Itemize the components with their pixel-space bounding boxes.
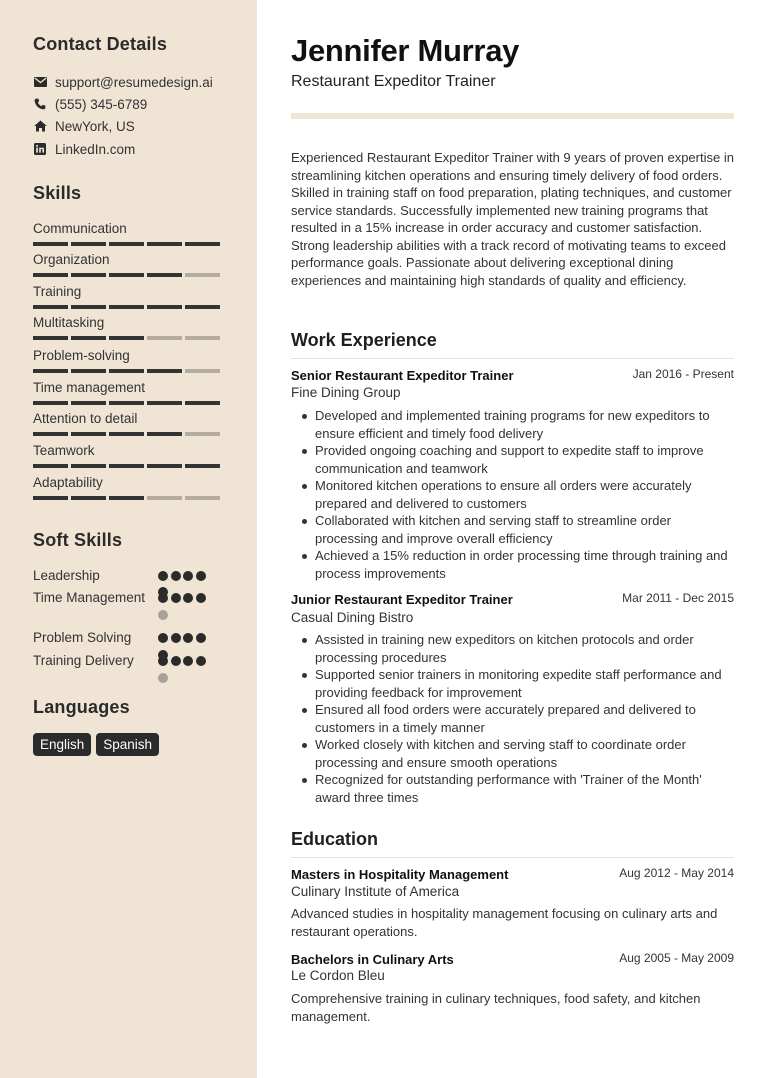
rating-dot bbox=[158, 571, 168, 581]
skill-level-segment bbox=[185, 336, 220, 340]
rating-dot bbox=[158, 587, 168, 597]
skill-item bbox=[33, 283, 223, 309]
skill-level-segment bbox=[185, 369, 220, 373]
sidebar bbox=[0, 0, 257, 1078]
header-divider bbox=[291, 113, 734, 119]
skill-level-segment bbox=[109, 432, 144, 436]
degree-title: Masters in Hospitality Management bbox=[291, 867, 509, 882]
job-bullets bbox=[291, 631, 734, 806]
skill-level-segment bbox=[185, 273, 220, 277]
soft-skill-item bbox=[33, 589, 223, 606]
phone-icon bbox=[33, 97, 47, 111]
rating-dot bbox=[171, 593, 181, 603]
job-title: Junior Restaurant Expeditor Trainer bbox=[291, 592, 513, 607]
bullet-item: Provided ongoing coaching and support to expedite staff to improve communication and teamwork bbox=[291, 442, 734, 477]
degree-description: Comprehensive training in culinary techniques, food safety, and kitchen management. bbox=[291, 991, 701, 1024]
skill-level-segment bbox=[147, 305, 182, 309]
skill-level-segment bbox=[185, 242, 220, 246]
work-heading: Work Experience bbox=[291, 330, 734, 359]
degree-title: Bachelors in Culinary Arts bbox=[291, 952, 454, 967]
bullet-item: Assisted in training new expeditors on kitchen protocols and order processing procedures bbox=[291, 631, 734, 666]
bullet-item: Developed and implemented training programs for new expeditors to ensure efficient and timely food delivery bbox=[291, 407, 734, 442]
job-company: Fine Dining Group bbox=[291, 385, 401, 400]
skill-level-segment bbox=[109, 496, 144, 500]
skill-item bbox=[33, 442, 223, 468]
rating-dot bbox=[171, 633, 181, 643]
contact-heading: Contact Details bbox=[33, 34, 168, 54]
skill-label: Adaptability bbox=[33, 475, 103, 490]
contact-phone[interactable] bbox=[33, 95, 147, 113]
skill-level-segment bbox=[147, 432, 182, 436]
job-company: Casual Dining Bistro bbox=[291, 610, 414, 625]
school-name: Culinary Institute of America bbox=[291, 884, 460, 899]
skill-level-segment bbox=[71, 305, 106, 309]
skill-level-segment bbox=[109, 305, 144, 309]
rating-dot bbox=[183, 571, 193, 581]
skill-level-segment bbox=[33, 242, 68, 246]
bullet-item: Ensured all food orders were accurately prepared and delivered to customers in a timely manner bbox=[291, 701, 734, 736]
skill-level-segment bbox=[147, 273, 182, 277]
rating-dot bbox=[183, 633, 193, 643]
skill-level-segment bbox=[33, 401, 68, 405]
candidate-role: Restaurant Expeditor Trainer bbox=[291, 73, 496, 90]
linkedin-text: LinkedIn.com bbox=[55, 141, 136, 157]
skill-level-bar bbox=[33, 496, 223, 500]
soft-skill-label: Training Delivery bbox=[33, 653, 134, 668]
skill-level-segment bbox=[147, 242, 182, 246]
bullet-item: Collaborated with kitchen and serving staff to streamline order processing and improve overall efficiency bbox=[291, 512, 734, 547]
soft-skill-item bbox=[33, 567, 223, 584]
skill-level-bar bbox=[33, 273, 223, 277]
job-date: Jan 2016 - Present bbox=[632, 367, 734, 381]
bullet-item: Monitored kitchen operations to ensure all orders were accurately prepared and delivered to customers bbox=[291, 477, 734, 512]
skill-level-segment bbox=[71, 401, 106, 405]
rating-dot bbox=[158, 650, 168, 660]
skill-level-bar bbox=[33, 336, 223, 340]
degree-date: Aug 2012 - May 2014 bbox=[619, 866, 734, 880]
skill-level-segment bbox=[147, 496, 182, 500]
contact-email[interactable] bbox=[33, 73, 213, 91]
languages-heading: Languages bbox=[33, 697, 130, 717]
soft-skill-label: Leadership bbox=[33, 568, 100, 583]
rating-dot bbox=[158, 633, 168, 643]
rating-dot bbox=[183, 593, 193, 603]
contact-linkedin[interactable] bbox=[33, 140, 135, 158]
bullet-item: Achieved a 15% reduction in order processing time through training and process improvements bbox=[291, 547, 734, 582]
skill-level-segment bbox=[185, 496, 220, 500]
envelope-icon bbox=[33, 75, 47, 89]
skill-item bbox=[33, 220, 223, 246]
bullet-item: Recognized for outstanding performance with 'Trainer of the Month' award three times bbox=[291, 771, 734, 806]
skill-level-segment bbox=[71, 464, 106, 468]
skill-level-segment bbox=[33, 464, 68, 468]
soft-skills-heading: Soft Skills bbox=[33, 530, 123, 550]
soft-skill-label: Time Management bbox=[33, 590, 146, 605]
bullet-item: Supported senior trainers in monitoring expedite staff performance and providing feedback for improvement bbox=[291, 666, 734, 701]
job-bullets bbox=[291, 407, 734, 582]
rating-dot bbox=[196, 633, 206, 643]
skill-level-segment bbox=[71, 273, 106, 277]
linkedin-icon bbox=[33, 142, 47, 156]
skill-label: Organization bbox=[33, 252, 110, 267]
skill-item bbox=[33, 474, 223, 500]
skill-level-segment bbox=[109, 369, 144, 373]
language-badge: English bbox=[33, 733, 91, 756]
school-name: Le Cordon Bleu bbox=[291, 968, 385, 983]
skill-item bbox=[33, 379, 223, 405]
rating-dot bbox=[196, 571, 206, 581]
skill-level-bar bbox=[33, 242, 223, 246]
rating-dot bbox=[171, 571, 181, 581]
skill-level-segment bbox=[147, 401, 182, 405]
soft-skill-item bbox=[33, 652, 223, 669]
skill-label: Attention to detail bbox=[33, 411, 138, 426]
bullet-item: Worked closely with kitchen and serving staff to coordinate order processing and ensure smooth operations bbox=[291, 736, 734, 771]
rating-dot bbox=[196, 656, 206, 666]
rating-dot bbox=[158, 610, 168, 620]
skill-label: Training bbox=[33, 284, 82, 299]
skill-level-segment bbox=[33, 369, 68, 373]
skill-label: Teamwork bbox=[33, 443, 95, 458]
skill-level-segment bbox=[147, 336, 182, 340]
skill-level-segment bbox=[71, 336, 106, 340]
skill-level-segment bbox=[185, 432, 220, 436]
skill-level-segment bbox=[33, 273, 68, 277]
skill-level-segment bbox=[33, 336, 68, 340]
skill-level-segment bbox=[71, 432, 106, 436]
skill-level-bar bbox=[33, 464, 223, 468]
education-heading: Education bbox=[291, 829, 734, 858]
skill-item bbox=[33, 410, 223, 436]
skill-level-segment bbox=[71, 369, 106, 373]
skill-level-segment bbox=[185, 305, 220, 309]
phone-text: (555) 345-6789 bbox=[55, 96, 148, 112]
degree-date: Aug 2005 - May 2009 bbox=[619, 951, 734, 965]
job-date: Mar 2011 - Dec 2015 bbox=[622, 591, 734, 605]
skill-level-segment bbox=[33, 496, 68, 500]
skill-level-segment bbox=[109, 273, 144, 277]
skill-level-segment bbox=[185, 401, 220, 405]
summary-text: Experienced Restaurant Expeditor Trainer with 9 years of proven expertise in streamlining kitchen operations and ensuring timely delivery of food orders. Skilled in training staff on food preparation, plating techniques, and customer service standards. Successfully implemented new training programs that resulted in a 15% increase in order accuracy and customer satisfaction. Strong leadership abilities with a track record of motivating teams to exceed performance goals. Passionate about delivering exceptional dining experiences and maintaining high standards of quality and efficiency. bbox=[291, 150, 734, 288]
skill-level-bar bbox=[33, 305, 223, 309]
rating-dot bbox=[183, 656, 193, 666]
job-title: Senior Restaurant Expeditor Trainer bbox=[291, 368, 514, 383]
skill-level-segment bbox=[71, 496, 106, 500]
skill-item bbox=[33, 251, 223, 277]
language-badge: Spanish bbox=[96, 733, 159, 756]
skill-level-segment bbox=[33, 432, 68, 436]
skill-level-segment bbox=[109, 242, 144, 246]
soft-skill-label: Problem Solving bbox=[33, 630, 132, 645]
candidate-name: Jennifer Murray bbox=[291, 33, 520, 68]
skill-level-segment bbox=[109, 401, 144, 405]
skill-level-segment bbox=[147, 464, 182, 468]
skill-level-bar bbox=[33, 432, 223, 436]
email-text: support@resumedesign.ai bbox=[55, 74, 213, 90]
skill-level-segment bbox=[71, 242, 106, 246]
skill-level-bar bbox=[33, 401, 223, 405]
rating-dot bbox=[158, 673, 168, 683]
location-text: NewYork, US bbox=[55, 118, 135, 134]
skill-level-segment bbox=[109, 336, 144, 340]
skill-item bbox=[33, 314, 223, 340]
skill-level-segment bbox=[109, 464, 144, 468]
contact-location bbox=[33, 117, 135, 135]
skill-level-segment bbox=[185, 464, 220, 468]
skill-label: Time management bbox=[33, 380, 146, 395]
home-icon bbox=[33, 119, 47, 133]
rating-dot bbox=[171, 656, 181, 666]
skill-level-segment bbox=[33, 305, 68, 309]
skill-label: Multitasking bbox=[33, 315, 105, 330]
soft-skill-item bbox=[33, 629, 223, 646]
skill-label: Problem-solving bbox=[33, 348, 130, 363]
skills-heading: Skills bbox=[33, 183, 82, 203]
skill-level-segment bbox=[147, 369, 182, 373]
skill-level-bar bbox=[33, 369, 223, 373]
rating-dot bbox=[196, 593, 206, 603]
skill-label: Communication bbox=[33, 221, 127, 236]
skill-item bbox=[33, 347, 223, 373]
languages-list bbox=[33, 733, 159, 756]
degree-description: Advanced studies in hospitality management focusing on culinary arts and restaurant operations. bbox=[291, 906, 718, 939]
